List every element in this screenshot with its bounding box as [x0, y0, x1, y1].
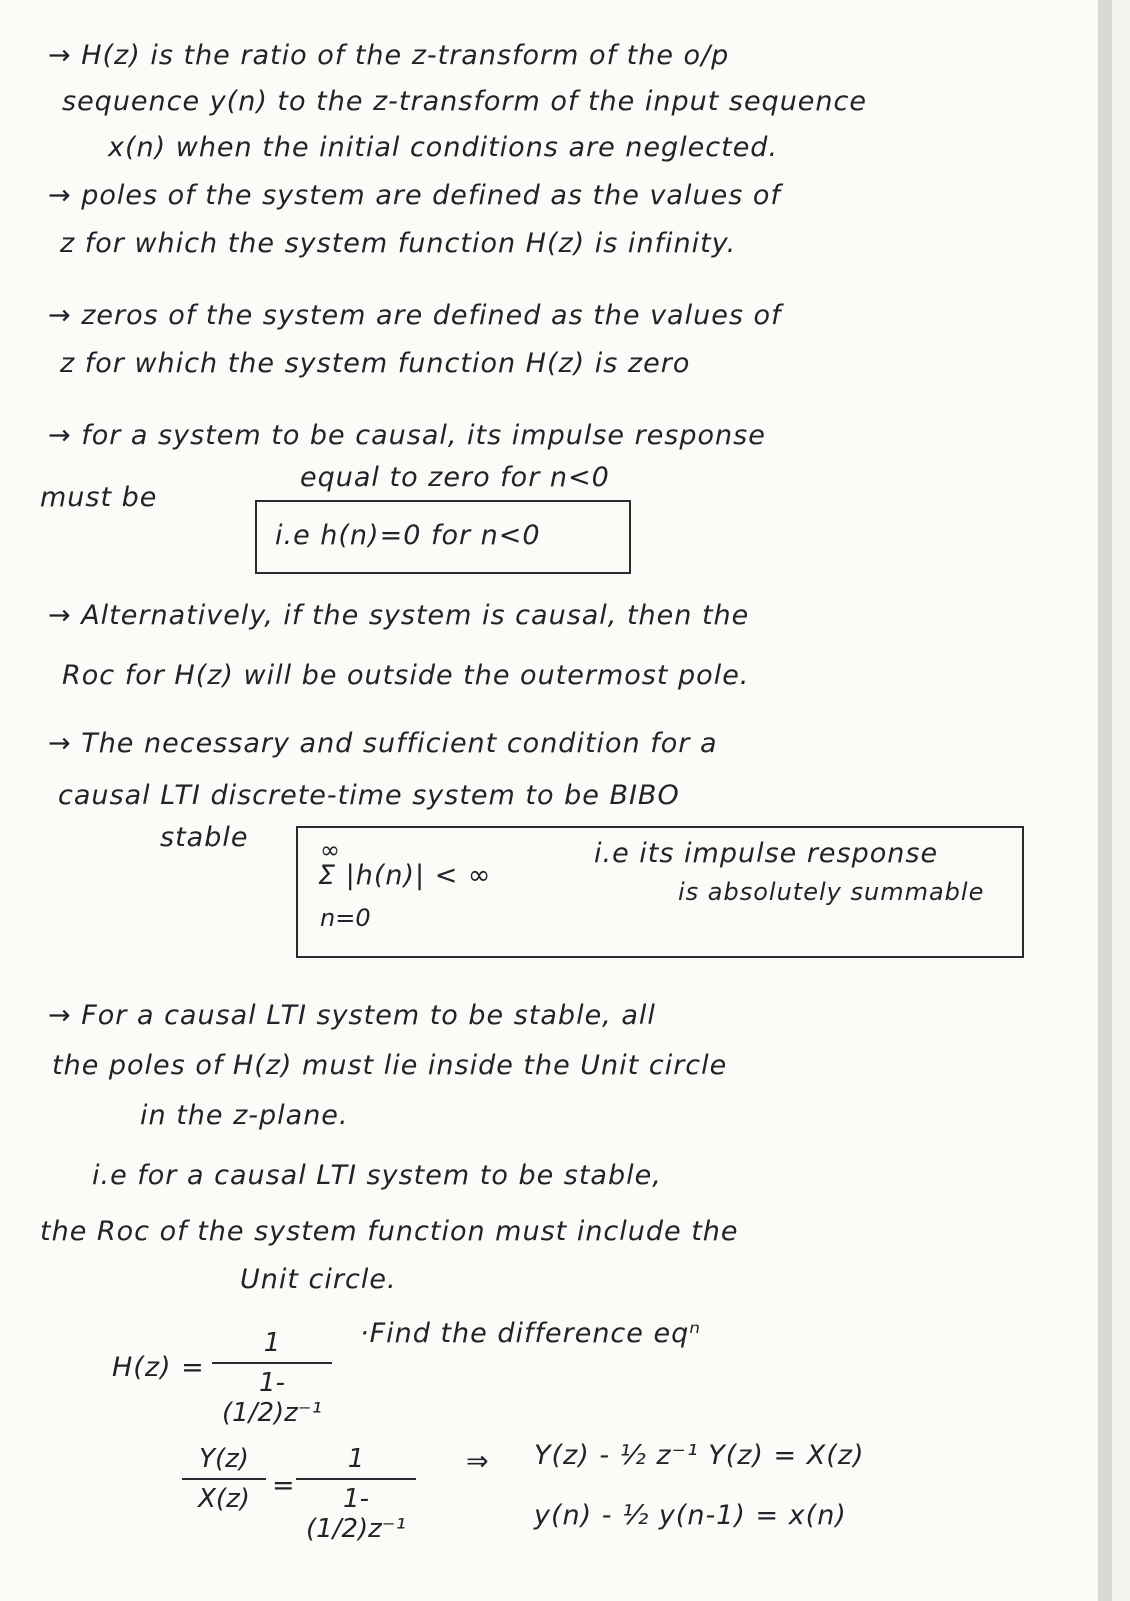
equals-sign: = — [272, 1470, 296, 1501]
fraction-numerator: 1 — [263, 1328, 281, 1358]
ratio-fraction — [182, 1444, 266, 1514]
sum-lower-limit: n=0 — [320, 904, 371, 932]
note-line: the poles of H(z) must lie inside the Unit circle — [52, 1050, 728, 1081]
note-line: causal LTI discrete-time system to be BIBO — [58, 780, 680, 811]
note-line: Unit circle. — [240, 1264, 397, 1295]
bibo-text: i.e its impulse response — [594, 838, 939, 869]
note-line: → For a causal LTI system to be stable, all — [48, 1000, 656, 1031]
note-line: the Roc of the system function must include the — [40, 1216, 739, 1247]
bibo-text: is absolutely summable — [678, 878, 985, 906]
note-line: → H(z) is the ratio of the z-transform of the o/p — [48, 40, 730, 71]
result-equation: Y(z) - ½ z⁻¹ Y(z) = X(z) — [534, 1440, 865, 1471]
note-line: z for which the system function H(z) is infinity. — [60, 228, 737, 259]
implies-arrow: ⇒ — [466, 1446, 490, 1477]
note-line: in the z-plane. — [140, 1100, 349, 1131]
note-line: → zeros of the system are defined as the values of — [48, 300, 782, 331]
difference-equation: y(n) - ½ y(n-1) = x(n) — [534, 1500, 847, 1531]
note-line: z for which the system function H(z) is zero — [60, 348, 691, 379]
note-line: stable — [160, 822, 249, 853]
sum-upper-limit: ∞ — [320, 836, 340, 864]
example-prompt: ·Find the difference eqⁿ — [360, 1318, 701, 1349]
fraction-numerator: Y(z) — [199, 1444, 249, 1474]
note-line: sequence y(n) to the z-transform of the input sequence — [62, 86, 867, 117]
note-line: → The necessary and sufficient condition for a — [48, 728, 718, 759]
fraction-denominator: X(z) — [198, 1484, 250, 1514]
example-lhs: H(z) = — [112, 1352, 205, 1383]
fraction-numerator: 1 — [347, 1444, 365, 1474]
note-line: → for a system to be causal, its impulse response — [48, 420, 766, 451]
bibo-condition-box — [296, 826, 1024, 958]
note-line: → Alternatively, if the system is causal, then the — [48, 600, 750, 631]
sum-expression: Σ |h(n)| < ∞ — [318, 860, 492, 891]
note-line: equal to zero for n<0 — [300, 462, 610, 493]
causal-condition-box — [255, 500, 631, 574]
note-line: must be — [40, 482, 158, 513]
fraction-denominator: 1-(1/2)z⁻¹ — [306, 1484, 406, 1544]
transfer-fraction — [296, 1444, 416, 1544]
note-line: Roc for H(z) will be outside the outermost pole. — [62, 660, 750, 691]
example-fraction — [212, 1328, 332, 1428]
note-line: → poles of the system are defined as the values of — [48, 180, 781, 211]
fraction-denominator: 1-(1/2)z⁻¹ — [222, 1368, 322, 1428]
causal-condition-text: i.e h(n)=0 for n<0 — [275, 520, 541, 551]
note-line: i.e for a causal LTI system to be stable, — [92, 1160, 662, 1191]
note-line: x(n) when the initial conditions are neglected. — [108, 132, 779, 163]
